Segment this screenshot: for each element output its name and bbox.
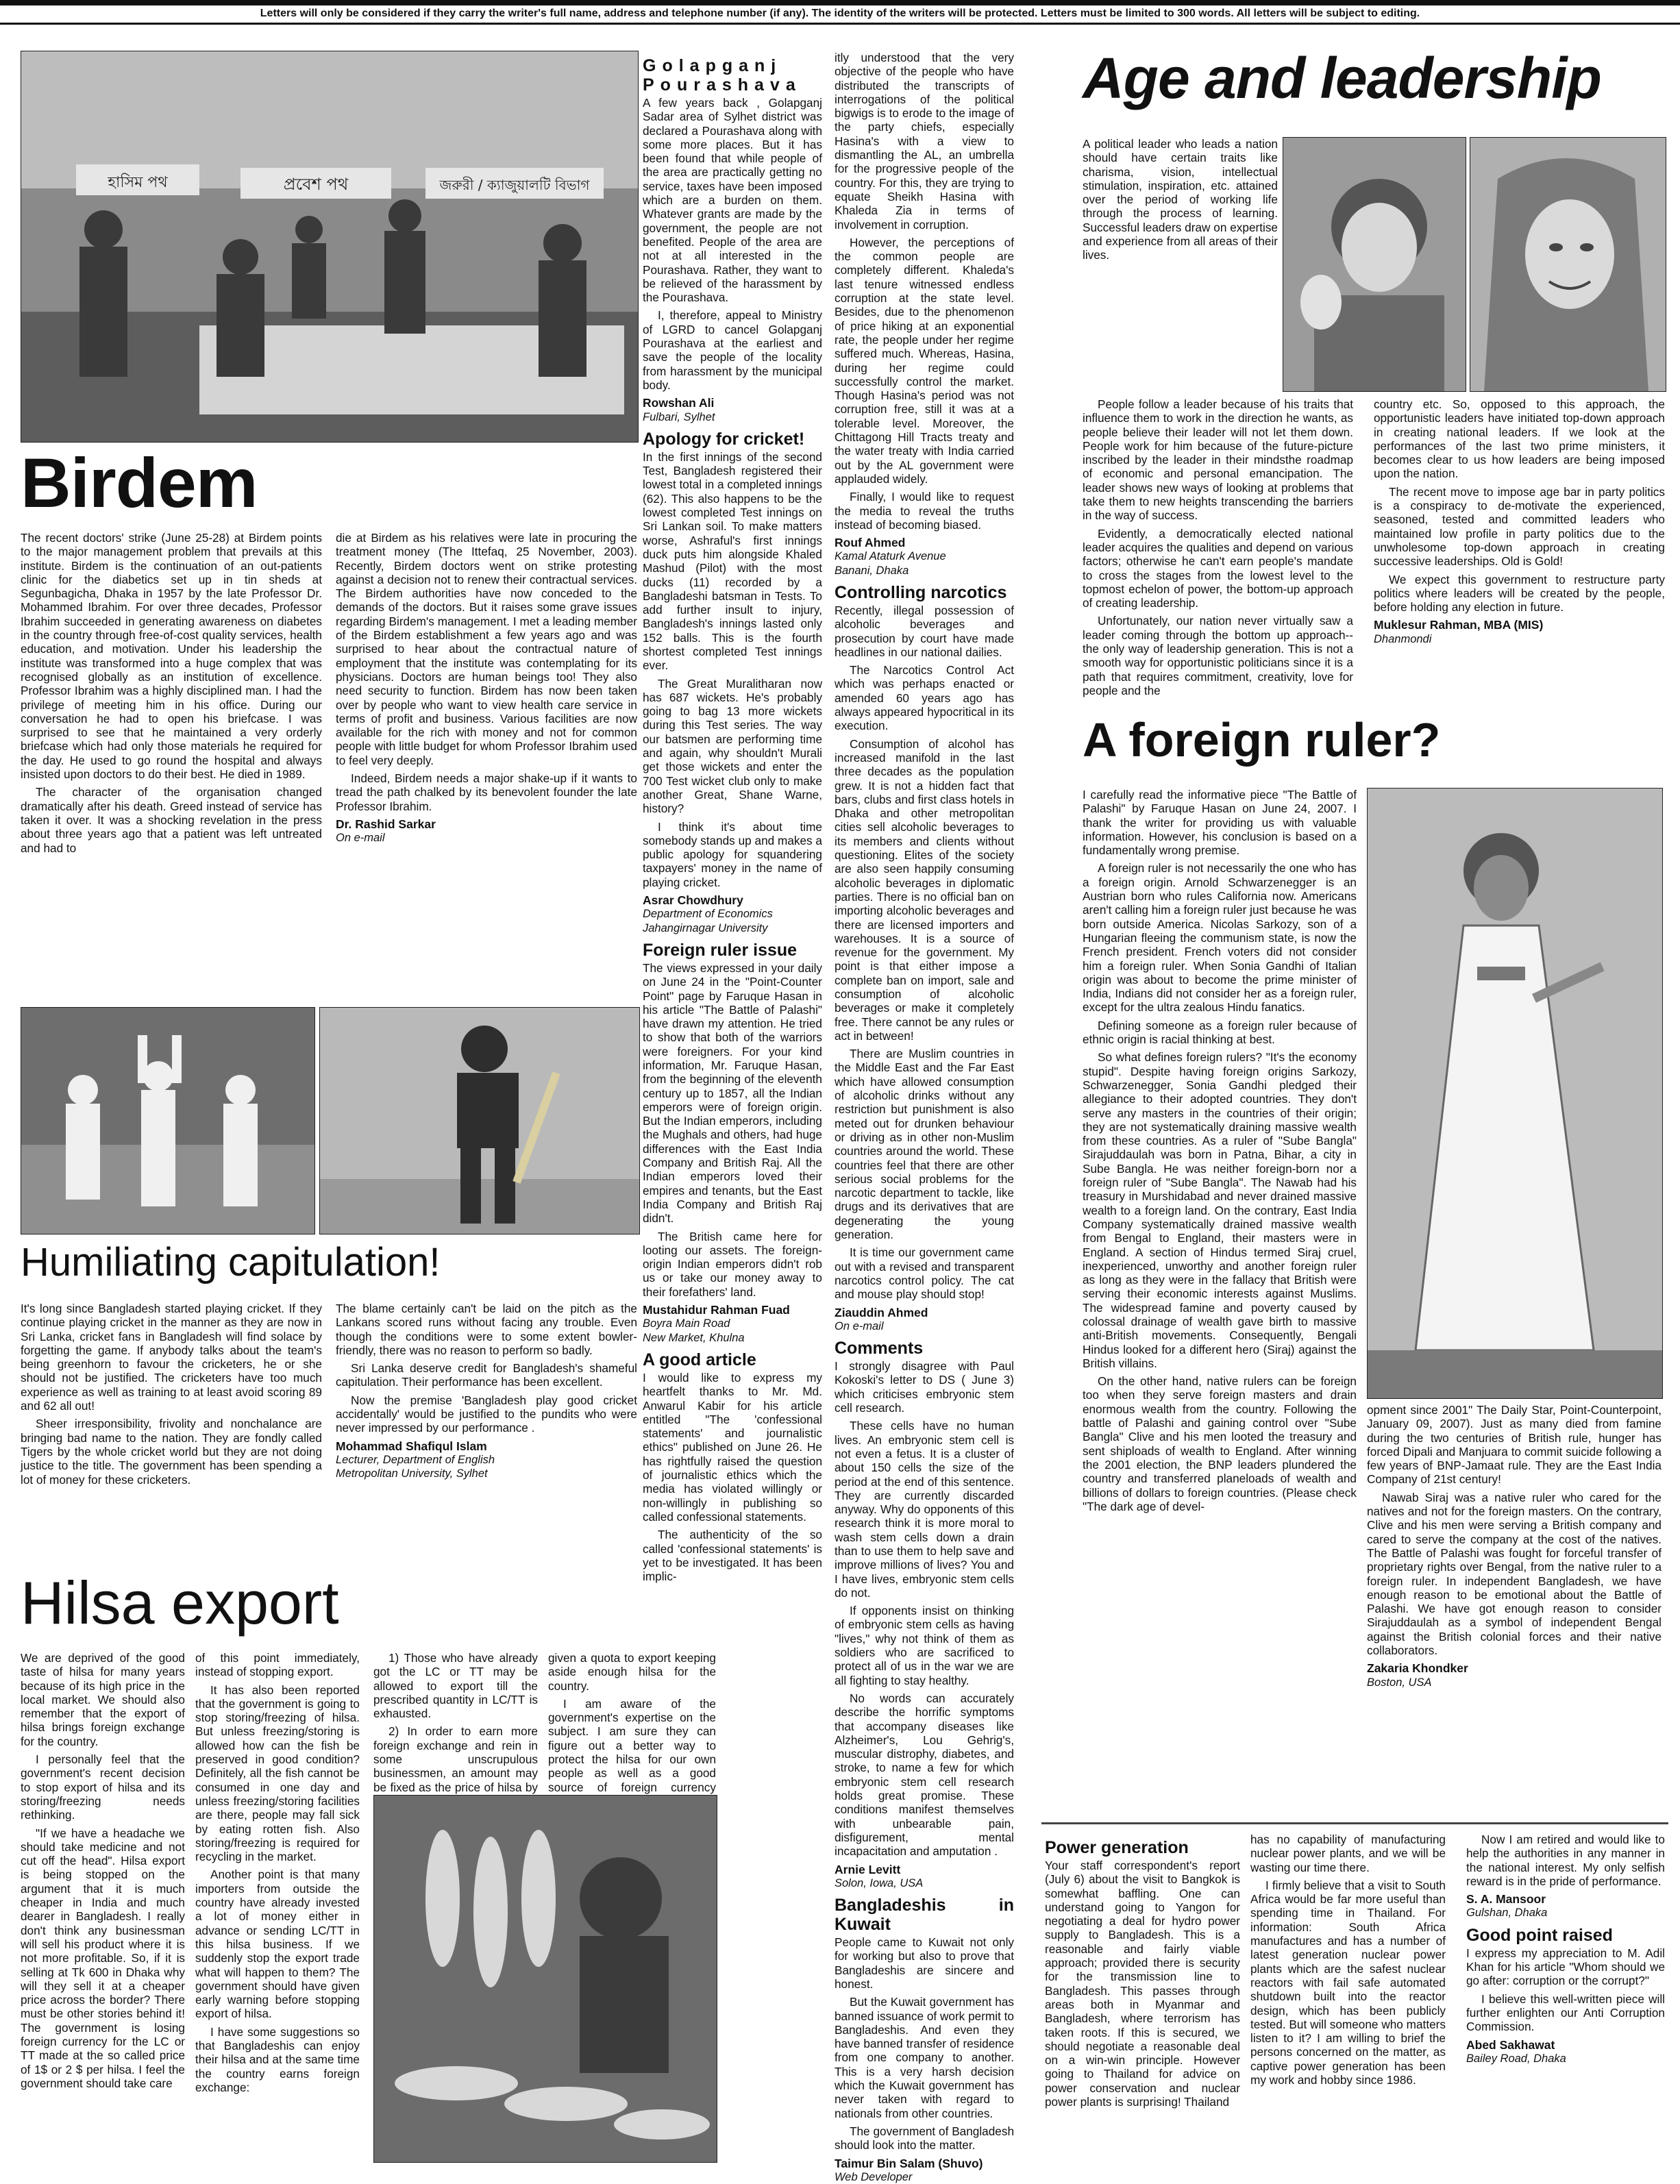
cricket-celebration-photo <box>21 1007 315 1234</box>
birdem-author: Dr. Rashid Sarkar <box>336 817 436 831</box>
comments-paragraph-1: I strongly disagree with Paul Kokoski's letter to DS ( June 3) which criticises embryonic stem cell research. <box>835 1359 1014 1415</box>
comments-headline: Comments <box>835 1339 924 1358</box>
foreign-ruler-affiliation: Boston, USA <box>1367 1676 1432 1689</box>
foreign-ruler-column-2 <box>1367 1403 1662 1814</box>
humiliating-headline: Humiliating capitulation! <box>21 1240 441 1285</box>
good-point-paragraph-1: I express my appreciation to M. Adil Khan for his article "Whom should we go after: corruption or the corrupt?" <box>1466 1946 1665 1988</box>
birdem-column-2 <box>336 531 637 1045</box>
age-affiliation: Dhanmondi <box>1374 632 1432 645</box>
age-column-2 <box>1374 397 1665 685</box>
narcotics-headline: Controlling narcotics <box>835 582 1007 602</box>
sign-left: হাসিম পথ <box>108 174 168 191</box>
nawab-siraj-portrait <box>1367 788 1663 1399</box>
hilsa-paragraph-8: given a quota to export keeping aside enough hilsa for the country. <box>548 1651 716 1693</box>
hilsa-suggestion-1: 1) Those who have already got the LC or TT may be allowed to export till the prescribed quantity in LC/TT is exhausted. <box>373 1651 538 1721</box>
golapganj-affiliation: Fulbari, Sylhet <box>643 410 715 423</box>
comments-author: Arnie Levitt <box>835 1862 901 1876</box>
power-affiliation: Gulshan, Dhaka <box>1466 1907 1548 1920</box>
humiliating-paragraph-2: Sheer irresponsibility, frivolity and nonchalance are bringing bad name to the nation. They are fondly called Tigers by the whole cricket world but they are not doing justice to the title. The government has been spending a lot of money for these cricketers. <box>21 1417 322 1487</box>
sheikh-hasina-photo <box>1470 137 1666 392</box>
middle-column-1 <box>643 51 822 2161</box>
apology-paragraph-1: In the first innings of the second Test, Bangladesh registered their lowest total in a completed innings (62). This also happens to be the lowest completed Test innings on Sri Lankan soil. To make matters worse, Ashraful's first innings duck puts him alongside Khaled Mashud (Pilot) with the most ducks (11) recorded by a Bangladeshi batsman in Tests. To add further insult to injury, Bangladesh's innings lasted only 152 balls. This is the fourth shortest completed Test innings ever. <box>643 449 822 673</box>
humiliating-affiliation-1: Lecturer, Department of English <box>336 1453 495 1466</box>
age-paragraph-6: The recent move to impose age bar in party politics is a conspiracy to de-motivate the experienced, seasoned, tested and committed leaders who maintained low profile in party politics due to the unwholesome top-down approach in creating successive leaderships. Old is Gold! <box>1374 484 1665 569</box>
birdem-paragraph-1: The recent doctors' strike (June 25-28) at Birdem points to the major management problem that prevails at this institute. Birdem is the continuation of an out-patients clinic for the diabetics set up in tin sheds at Segunbagicha, Dhaka in 1957 by the late Professor Dr. Mohammed Ibrahim. For over three decades, Professor Ibrahim succeeded in generating awareness on diabetes in the country through free-of-cost quality services, health education, and motivation. Under his leadership the institute was transformed into a huge complex that was recognised globally as an institution of excellence. Professor Ibrahim was a highly disciplined man. I had the privilege of meeting him in his office. During our conversation he had to open his briefcase. I was surprised to see that he maintained a very orderly briefcase which had only those materials he required for the day. He used to go round the hospital and always insisted upon doctors to do their best. He died in 1989. <box>21 531 322 782</box>
apology-paragraph-3: I think it's about time somebody stands up and makes a public apology for squandering taxpayers' money in the name of playing cricket. <box>643 819 822 889</box>
kuwait-headline: Bangladeshis in Kuwait <box>835 1896 1014 1935</box>
good-article-paragraph-1: I would like to express my heartfelt thanks to Mr. Md. Anwarul Kabir for his article entitled "The 'confessional statements' and journalistic ethics" published on June 26. He has rightfully raised the question of journalistic ethics which the media has violated willingly or non-willingly in publishing so called confessional statements. <box>643 1370 822 1524</box>
birdem-paragraph-2: The character of the organisation changed dramatically after his death. Greed instead of service has taken it over. It was a shocking revelation in the press about three years ago that a patient was left untreated and had to <box>21 785 322 855</box>
foreign-ruler-paragraph-2: A foreign ruler is not necessarily the one who has a foreign origin. Arnold Schwarzenegger is an Austrian born who rules California now. Americans aren't calling him a foreign ruler just because he was born outside America. Nicolas Sarkozy, son of a Hungarian fleeing the communism state, is now the French president. French voters did not consider him a foreign ruler. When Sonia Gandhi of Italian origin was about to become the prime minister of India, Indians did not consider her as a foreign ruler, except for the ultra zealous Hindu fanatics. <box>1083 861 1357 1015</box>
humiliating-paragraph-1: It's long since Bangladesh started playing cricket. If they continue playing cricket in the manner as they are now in Sri Lanka, cricket fans in Bangladesh will find solace by forgetting the game. If anybody talks about the team's being greenhorn to favour the cricketers, he or she should not be justified. The cricketers have too much experience as well as training to at least avoid scoring 89 and 62 all out! <box>21 1302 322 1413</box>
humiliating-column-2 <box>336 1302 637 1548</box>
comments-affiliation: Solon, Iowa, USA <box>835 1876 924 1889</box>
good-point-paragraph-2: I believe this well-written piece will further enlighten our Anti Corruption Commission. <box>1466 1991 1665 2034</box>
section-divider <box>1041 1822 1668 1824</box>
comments-paragraph-2: These cells have no human lives. An embryonic stem cell is not even a fetus. It is a cluster of about 150 cells the size of the period at the end of this sentence. They are currently discarded anyway. Why do opponents of this research think it is more moral to wash stem cells down a drain than to use them to help save and improve millions of lives? You and I have lives, embryonic stem cells do not. <box>835 1419 1014 1600</box>
good-point-headline: Good point raised <box>1466 1925 1613 1945</box>
middle-column-2 <box>835 51 1014 2183</box>
birdem-column-1 <box>21 531 322 1045</box>
apology-author: Asrar Chowdhury <box>643 893 743 908</box>
narcotics-paragraph-3: Consumption of alcohol has increased manifold in the last three decades as the population grew. It is not a hidden fact that bars, clubs and first class hotels in Dhaka and other metropolitan cities sell alcoholic beverages to its members and clients without questioning. Elites of the society are also seen happily consuming alcoholic beverages in diplomatic parties. There is no official ban on importing alcoholic beverages and there are licensed importers and warehouses. It is a source of revenue for the government. My point is that either impose a complete ban on import, sale and consumption of alcoholic beverages or make it completely free. There cannot be any rules or act in between! <box>835 736 1014 1043</box>
good-article-continued-1: itly understood that the very objective of the people who have distributed the transcripts of interrogations of the political bigwigs is to erode to the image of the party chiefs, especially Hasina's with a view to dismantling the AL, an umbrella for the progressive people of the country. For this, they are trying to equate Sheikh Hasina with Khaleda Zia in terms of involvement in corruption. <box>835 51 1014 232</box>
apology-headline: Apology for cricket! <box>643 429 805 449</box>
age-paragraph-4: Unfortunately, our nation never virtually saw a leader coming through the bottom up approach-- the only way of leadership generation. This is not a smooth way for opportunistic politicians since it is a path that requires commitment, creativity, love for people and the <box>1083 614 1353 697</box>
birdem-hospital-photo <box>21 51 639 443</box>
power-paragraph-3: I firmly believe that a visit to South Africa would be far more useful than spending time in Thailand. For information: South Africa manufactures and has a number of latest generation nuclear power plants which are the safest nuclear reactors with fail safe automated shutdown built into the reactor design, which has been publicly tested. But will someone who matters listen to it? I am willing to brief the persons concerned on the matter, as captive power generation has been my work and hobby since 1986. <box>1250 1878 1446 2087</box>
foreign-issue-affiliation-2: New Market, Khulna <box>643 1331 745 1344</box>
sign-entrance: প্রবেশ পথ <box>283 175 349 194</box>
hilsa-paragraph-4: of this point immediately, instead of stopping export. <box>195 1651 360 1679</box>
hilsa-column-1 <box>21 1651 185 2165</box>
age-paragraph-2: People follow a leader because of his traits that influence them to work in the direction he wants, as people believe their leader will not let them down. People work for him because of the future-picture inscribed by the leader in their mindsthe roadmap of economic and personal emancipation. The leader shows new ways of looking at problems that take them to new heights transcending the barriers in the way of success. <box>1083 397 1353 523</box>
narcotics-affiliation: On e-mail <box>835 1319 884 1332</box>
apology-affiliation-1: Department of Economics <box>643 908 773 921</box>
power-paragraph-4: Now I am retired and would like to help the authorities in any manner in the national interest. My only selfish reward is in the pride of performance. <box>1466 1833 1665 1888</box>
narcotics-paragraph-4: There are Muslim countries in the Middle East and the Far East which have allowed consumption of alcoholic drinks without any restriction but punishment is also meted out for drunken behaviour or driving as in other non-Muslim countries around the world. These countries feel that there are other serious social problems for the narcotic department to tackle, like drugs and its derivatives that are degenerating the young generation. <box>835 1047 1014 1242</box>
foreign-ruler-column-1 <box>1083 788 1357 1822</box>
humiliating-affiliation-2: Metropolitan University, Sylhet <box>336 1467 488 1480</box>
foreign-ruler-paragraph-3: Defining someone as a foreign ruler because of ethnic origin is racial thinking at best. <box>1083 1018 1357 1047</box>
hilsa-paragraph-3: "If we have a headache we should take medicine and not cut off the head". Hilsa export is being stopped on the argument that it is much cheaper in India and much dearer in Bangladesh. I really don't think any businessman will sell his product where it is not more profitable. So, if it is selling at Tk 600 in Dhaka why will they sell it at a cheaper price across the border? There must be other stories behind it! The government is losing foreign currency for the LC or TT made at the so called price of 1$ or 2 $ per hilsa. I feel the government should take care <box>21 1826 185 2090</box>
golapganj-author: Rowshan Ali <box>643 396 715 410</box>
foreign-issue-author: Mustahidur Rahman Fuad <box>643 1303 790 1317</box>
power-headline: Power generation <box>1045 1838 1189 1857</box>
foreign-ruler-headline: A foreign ruler? <box>1083 713 1441 767</box>
narcotics-paragraph-5: It is time our government came out with a revised and transparent narcotics control policy. The cat and mouse play should stop! <box>835 1245 1014 1302</box>
age-paragraph-5: country etc. So, opposed to this approach, the opportunistic leaders have initiated top-down approach in creating national leaders. If we look at the performances of the last two prime ministers, it becomes clear to us how leaders are being imposed upon the nation. <box>1374 397 1665 481</box>
hilsa-suggestion-2: 2) In order to earn more foreign exchange and rein in some unscrupulous businessmen, an amount may be fixed as the price of hilsa by <box>373 1724 538 1794</box>
hilsa-paragraph-7: I have some suggestions so that Bangladeshis can enjoy their hilsa and at the same time the country earns foreign exchange: <box>195 2024 360 2094</box>
cricket-batsman-photo <box>319 1007 640 1234</box>
good-point-affiliation: Bailey Road, Dhaka <box>1466 2052 1566 2065</box>
rouf-affiliation-1: Kamal Ataturk Avenue <box>835 550 946 563</box>
hilsa-column-3 <box>373 1651 538 1794</box>
narcotics-paragraph-1: Recently, illegal possession of alcoholic beverages and prosecution by court have made headlines in our national dailies. <box>835 603 1014 659</box>
kuwait-paragraph-3: The government of Bangladesh should look into the matter. <box>835 2124 1014 2152</box>
humiliating-paragraph-5: Now the premise 'Bangladesh play good cricket accidentally' would be justified to the pundits who were never impressed by our performance . <box>336 1393 637 1435</box>
apology-affiliation-2: Jahangirnagar University <box>643 921 768 934</box>
golapganj-paragraph-1: A few years back , Golapganj Sadar area of Sylhet district was declared a Pourashava along with some more places. But it has been found that while people of the area are practically getting no service, taxes have been imposed which are a burden on them. Whatever grants are made by the government, the people are not benefited. People of the area are not at all interested in the Pourashava. Rather, they want to be relieved of the harassment by the Pourashava. <box>643 96 822 305</box>
editorial-banner: Letters will only be considered if they carry the writer's full name, address and telephone number (if any). The identity of the writers will be protected. Letters must be limited to 300 words. All letters will be subject to editing. <box>0 0 1680 25</box>
foreign-ruler-paragraph-4: So what defines foreign rulers? "It's the economy stupid". Despite having foreign origins Sarkozy, Schwarzenegger, Sonia Gandhi pledged their allegiance to their adopted countries. They don't serve any masters in the countries of their origin; they are not systematically draining massive wealth from these countries. As a ruler of "Sube Bangla" Sirajuddaulah was born in Patna, Bihar, a city in Sube Bangla. He was neither foreign-born nor a foreign ruler of "Sube Bangla". The Nawab had his treasury in Murshidabad and never drained massive wealth to a foreign land. On the contrary, East India Company systematically drained massive wealth from Bengal to England, their masters were in England. A section of Hindus termed Siraj cruel, inexperienced, unworthy and another foreign ruler as long as they were in the fallacy that British were serving their economic interests against Muslims. The widespread famine and poverty caused by colossal drainage of wealth gave birth to massive anti-British movements. Consequently, Bengali Hindus looked for a different hero (Siraj) against the British villains. <box>1083 1050 1357 1370</box>
good-point-author: Abed Sakhawat <box>1466 2037 1555 2052</box>
rouf-affiliation-2: Banani, Dhaka <box>835 564 909 577</box>
kuwait-paragraph-1: People came to Kuwait not only for working but also to prove that Bangladeshis are sincere and honest. <box>835 1935 1014 1991</box>
power-column-1 <box>1045 1833 1240 2161</box>
golapganj-headline: Golapganj Pourashava <box>643 56 802 95</box>
humiliating-paragraph-4: Sri Lanka deserve credit for Bangladesh's shameful capitulation. Their performance has been excellent. <box>336 1361 637 1389</box>
age-column-1 <box>1083 137 1278 397</box>
foreign-ruler-author: Zakaria Khondker <box>1367 1661 1468 1676</box>
hilsa-paragraph-5: It has also been reported that the government is going to stop storing/freezing of hilsa. But unless freezing/storing is allowed how can the fish be preserved in good condition? Definitely, all the fish cannot be consumed in one day and unless freezing/storing facilities are there, people may fall sick by eating rotten fish. Also storing/freezing is required for recycling in the market. <box>195 1683 360 1864</box>
good-article-continued-3: Finally, I would like to request the media to reveal the truths instead of becoming biased. <box>835 490 1014 532</box>
foreign-issue-headline: Foreign ruler issue <box>643 940 798 960</box>
kuwait-paragraph-2: But the Kuwait government has banned issuance of work permit to Bangladeshis. And even they have banned transfer of residence from one company to another. This is a very harsh decision which the Kuwait government has never taken with regard to nationals from other countries. <box>835 1995 1014 2120</box>
humiliating-column-1 <box>21 1302 322 1548</box>
good-article-headline: A good article <box>643 1350 756 1369</box>
comments-paragraph-4: No words can accurately describe the horrific symptoms that accompany diseases like Alzheimer's, Lou Gehrig's, muscular distrophy, diabetes, and stroke, to name a few for which embryonic stem cell research holds great promise. These conditions manifest themselves with unbearable pain, disfigurement, mental incapacitation and amputation . <box>835 1691 1014 1859</box>
birdem-paragraph-3: die at Birdem as his relatives were late in procuring the treatment money (The Ittefaq, 25 November, 2003). Recently, Birdem doctors went on strike protesting against a decision not to renew their contractual services. The Birdem authorities have now conceded to the demands of the doctors. But it raises some grave issues regarding Birdem's management. I met a leading member of the Birdem establishment a few years ago and was surprised to hear about the contractual nature of employment that the institute was contemplating for its physicians. Doctors are human beings too! They also need security to function. Birdem has now been taken over by people who want to view health care service in terms of profit and business. Various facilities are now available for the rich with money and not for common people with little budget for whom Professor Ibrahim used to feel very deeply. <box>336 531 637 767</box>
birdem-paragraph-4: Indeed, Birdem needs a major shake-up if it wants to tread the path chalked by its benevolent founder the late Professor Ibrahim. <box>336 771 637 813</box>
narcotics-paragraph-2: The Narcotics Control Act which was perhaps enacted or amended 60 years ago has always appeared hypocritical in its execution. <box>835 663 1014 733</box>
kuwait-author: Taimur Bin Salam (Shuvo) <box>835 2156 983 2170</box>
khaleda-zia-photo <box>1283 137 1466 392</box>
foreign-issue-paragraph-1: The views expressed in your daily on June 24 in the "Point-Counter Point" page by Faruque Hasan in his article "The Battle of Palashi" have drawn my attention. He tried to show that both of the warriors were foreigners. For your kind information, Mr. Faruque Hasan, from the beginning of the eleventh century up to 1857, all the Indian emperors were of foreign origin. But the Indian emperors, including the Mughals and others, had huge differences with the East India Company and British Raj. All the Indian emperors loved their empires and tenants, but the East India Company and British Raj didn't. <box>643 960 822 1226</box>
humiliating-author: Mohammad Shafiqul Islam <box>336 1439 487 1453</box>
good-article-continued-2: However, the perceptions of the common people are completely different. Khaleda's last tenure witnessed endless corruption at the state level. Besides, due to the phenomenon of price hiking at an exponential rate, the people under her regime suffered much. Whereas, Hasina, during her regime could successfully control the market. Though Hasina's period was not corruption free, still it was at a tolerable level. Moreover, the Chittagong Hill Tracts treaty and the water treaty with India carried out by the AL government were applauded widely. <box>835 235 1014 486</box>
power-column-2 <box>1250 1833 1446 2161</box>
good-article-paragraph-2: The authenticity of the so called 'confessional statements' is yet to be investigated. It has been implic- <box>643 1528 822 1584</box>
hilsa-headline: Hilsa export <box>21 1569 339 1637</box>
power-paragraph-1: Your staff correspondent's report (July 6) about the visit to Bangkok is somewhat baffling. One can understand going to Yangon for negotiating a deal for hydro power supply to Bangladesh. This is a reasonable and fairly viable approach; provided there is security for the transmission line to Bangladesh. This passes through areas both in Myanmar and Bangladesh, where terrorism has taken roots. If this is secured, we should negotiate a reasonable deal on a win-win principle. However going to Thailand for advice on power conservation and nuclear power plants is surprising! Thailand <box>1045 1859 1240 2109</box>
hilsa-paragraph-1: We are deprived of the good taste of hilsa for many years because of its high price in the local market. We should also remember that the export of hilsa brings foreign exchange for the country. <box>21 1651 185 1748</box>
power-paragraph-2: has no capability of manufacturing nuclear power plants, and we will be wasting our time there. <box>1250 1833 1446 1874</box>
foreign-ruler-paragraph-7: Nawab Siraj was a native ruler who cared for the natives and not for the foreign masters. On the contrary, Clive and his men were serving a British company and cared to serve the company at the cost of the natives. The Battle of Palashi was fought for forceful transfer of proprietary rights over Bengal, from the native ruler to a foreign ruler. In independent Bangladesh, we have enough reason to be emotional about the Battle of Palashi. We have got enough reason to consider Sirajuddaulah as a symbol of independent Bengal against the British colonial forces and their native collaborators. <box>1367 1490 1662 1658</box>
hilsa-paragraph-6: Another point is that many importers from outside the country have already invested a lot of money either in advance or sending LC/TT in this hilsa business. If we suddenly stop the export trade what will happen to them? The government should have given early warning before stopping export of hilsa. <box>195 1867 360 2021</box>
comments-paragraph-3: If opponents insist on thinking of embryonic stem cells as having "lives," why not think of them as soldiers who are sacrificed to protect all of us in the war we are all fighting to stay healthy. <box>835 1604 1014 1687</box>
narcotics-author: Ziauddin Ahmed <box>835 1305 928 1319</box>
foreign-ruler-paragraph-6: opment since 2001" The Daily Star, Point-Counterpoint, January 09, 2007). Just as many died from famine during the two centuries of British rule, hunger has forced Dipali and Manjuara to commit suicide following a few years of BNP-Jamaat rule. They are the East India Company of 21st century! <box>1367 1403 1662 1487</box>
hilsa-column-2 <box>195 1651 360 2165</box>
power-column-3 <box>1466 1833 1665 2161</box>
birdem-headline: Birdem <box>21 444 258 522</box>
age-column-1b <box>1083 397 1353 697</box>
sign-emergency: জরুরী / ক্যাজুয়ালটি বিভাগ <box>439 177 590 193</box>
age-paragraph-1: A political leader who leads a nation should have certain traits like charisma, vision, intellectual stimulation, inspiration, etc. attained over the period of working life through the process of learning. Successful leaders draw on expertise and experience from all areas of their lives. <box>1083 137 1278 262</box>
power-author: S. A. Mansoor <box>1466 1892 1546 1907</box>
birdem-affiliation: On e-mail <box>336 832 385 845</box>
age-author: Muklesur Rahman, MBA (MIS) <box>1374 618 1544 632</box>
humiliating-paragraph-3: The blame certainly can't be laid on the pitch as the Lankans scored runs without facing any trouble. Even though the conditions were to some extent bowler-friendly, there was no reason to perform so badly. <box>336 1302 637 1357</box>
hilsa-paragraph-9: I am aware of the government's expertise on the subject. I am sure they can figure out a better way to protect the hilsa for our own people as well as a good source of foreign currency <box>548 1696 716 1794</box>
rouf-author: Rouf Ahmed <box>835 536 906 550</box>
age-paragraph-7: We expect this government to restructure party politics where leaders will be created by the people, before holding any election in future. <box>1374 572 1665 615</box>
age-paragraph-3: Evidently, a democratically elected national leader acquires the qualities and depend on various factors; otherwise he can't earn people's mandate to cross the stages from the lowest level to the topmost echelon of power, the bottom-up approach of creating leadership. <box>1083 526 1353 610</box>
age-headline: Age and leadership <box>1083 46 1601 110</box>
foreign-issue-paragraph-2: The British came here for looting our assets. The foreign-origin Indian emperors didn't rob us or take our money away to their forefathers' land. <box>643 1229 822 1299</box>
foreign-ruler-paragraph-5: On the other hand, native rulers can be foreign too when they serve foreign masters and drain enormous wealth from the country. Following the battle of Palashi and gaining control over "Sube Bangla" Clive and his men looted the treasury and sent shiploads of wealth to England. After winning the 2001 election, the BNP leaders plundered the country and transferred planeloads of wealth and billions of dollars to foreign countries. (Please check "The dark age of devel- <box>1083 1374 1357 1513</box>
foreign-issue-affiliation-1: Boyra Main Road <box>643 1317 730 1330</box>
kuwait-affiliation: Web Developer <box>835 2170 913 2183</box>
hilsa-paragraph-2: I personally feel that the government's recent decision to stop export of hilsa and its storing/freezing needs rethinking. <box>21 1752 185 1822</box>
foreign-ruler-paragraph-1: I carefully read the informative piece "The Battle of Palashi" by Faruque Hasan on June 24, 2007. I thank the writer for providing us with valuable information. However, his conclusion is based on a fundamentally wrong premise. <box>1083 788 1357 858</box>
golapganj-paragraph-2: I, therefore, appeal to Ministry of LGRD to cancel Golapganj Pourashava at the earliest and save the people of the locality from harassment by the municipal body. <box>643 308 822 392</box>
apology-paragraph-2: The Great Muralitharan now has 687 wickets. He's probably going to bag 13 more wickets during this Test series. The way our batsmen are performing time and again, why shouldn't Murali get those wickets and enter the 700 Test wicket club only to make another Great, Shane Warne, history? <box>643 676 822 816</box>
